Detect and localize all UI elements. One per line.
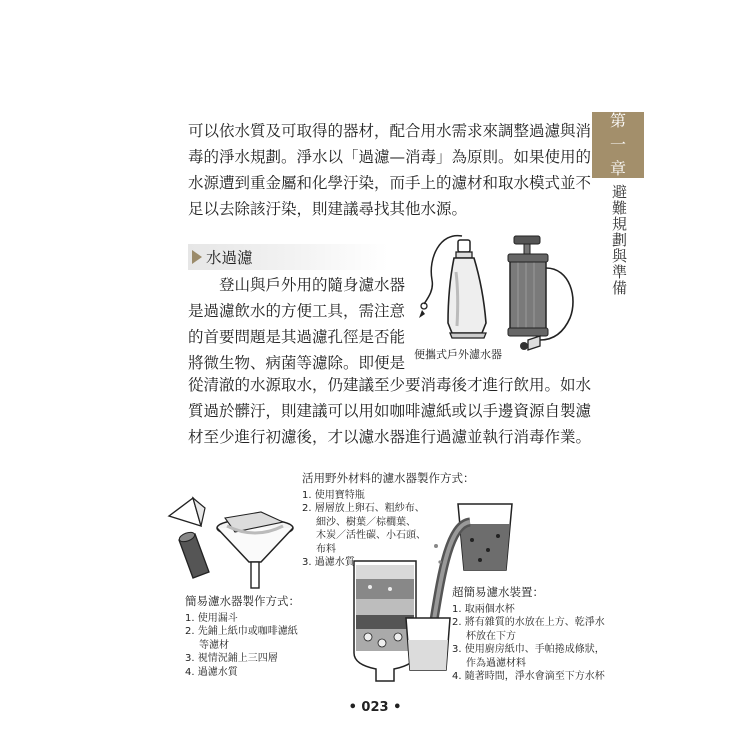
step-item: 1. 使用寶特瓶: [302, 489, 365, 501]
step-item: 3. 過濾水質: [302, 557, 355, 568]
simple-filter-title: 簡易濾水器製作方式：: [185, 594, 300, 608]
chapter-tab-char: 章: [609, 159, 626, 178]
chapter-tab-char: 一: [609, 135, 626, 154]
step-item: 木炭／活性碳、小石頭、: [316, 530, 426, 541]
step-item: 4. 過濾水質: [185, 666, 238, 678]
super-simple-filter-steps: [452, 586, 605, 684]
filter-line: 的首要問題是其過濾孔徑是否能: [188, 328, 406, 346]
filter-paragraph: [188, 272, 406, 376]
intro-line: 水源遭到重金屬和化學汙染，而手上的濾材和取水模式並不: [188, 174, 592, 192]
chapter-tab-char: 第: [609, 111, 626, 130]
funnel-filter-illustration: [165, 488, 295, 593]
portable-filter-caption: 便攜式戶外濾水器: [414, 348, 502, 361]
triangle-bullet-icon: [192, 250, 202, 264]
outdoor-filter-title: 活用野外材料的濾水器製作方式：: [302, 471, 475, 485]
super-simple-filter-title: 超簡易濾水裝置：: [452, 585, 544, 599]
step-item: 1. 使用漏斗: [185, 612, 238, 624]
step-item: 3. 視情況鋪上三四層: [185, 653, 278, 664]
intro-line: 足以去除該汙染，則建議尋找其他水源。: [188, 200, 468, 218]
continued-paragraph: [188, 372, 592, 450]
step-item: 2. 將有雜質的水放在上方、乾淨水: [452, 617, 605, 628]
continued-line: 材至少進行初濾後，才以濾水器進行過濾並執行消毒作業。: [188, 428, 592, 446]
step-item: 3. 使用廚房紙巾、手帕捲成條狀，: [452, 644, 605, 655]
outdoor-filter-steps: [302, 472, 475, 570]
filter-line: 將微生物、病菌等濾除。即便是: [188, 354, 406, 372]
step-item: 2. 層層放上卵石、粗紗布、: [302, 503, 425, 514]
step-item: 1. 取兩個水杯: [452, 603, 515, 615]
step-item: 2. 先鋪上紙巾或咖啡濾紙: [185, 626, 298, 637]
section-heading-text: 水過濾: [206, 249, 253, 267]
chapter-side-title: 避難規劃與準備: [610, 184, 628, 296]
page-number: • 023 •: [348, 700, 402, 715]
continued-line: 從清澈的水源取水，仍建議至少要消毒後才進行飲用。如水: [188, 376, 592, 394]
step-item: 布料: [316, 543, 336, 555]
portable-filter-illustration: [410, 228, 580, 358]
simple-filter-steps: [185, 595, 300, 679]
intro-line: 可以依水質及可取得的器材，配合用水需求來調整過濾與消: [188, 122, 592, 140]
step-item: 等濾材: [199, 639, 229, 651]
filter-line: 登山與戶外用的隨身濾水器: [219, 276, 406, 294]
intro-paragraph: [188, 118, 592, 222]
step-item: 細沙、樹葉／棕櫚葉、: [316, 516, 416, 528]
step-item: 杯放在下方: [466, 630, 516, 642]
filter-line: 是過濾飲水的方便工具，需注意: [188, 302, 406, 320]
continued-line: 質過於髒汙，則建議可以用如咖啡濾紙或以手邊資源自製濾: [188, 402, 592, 420]
step-item: 4. 隨著時間，淨水會滴至下方水杯: [452, 671, 605, 682]
step-item: 作為過濾材料: [466, 657, 526, 669]
intro-line: 毒的淨水規劃。淨水以「過濾—消毒」為原則。如果使用的: [188, 148, 592, 166]
chapter-tab: [592, 112, 644, 178]
section-heading: [188, 244, 388, 270]
